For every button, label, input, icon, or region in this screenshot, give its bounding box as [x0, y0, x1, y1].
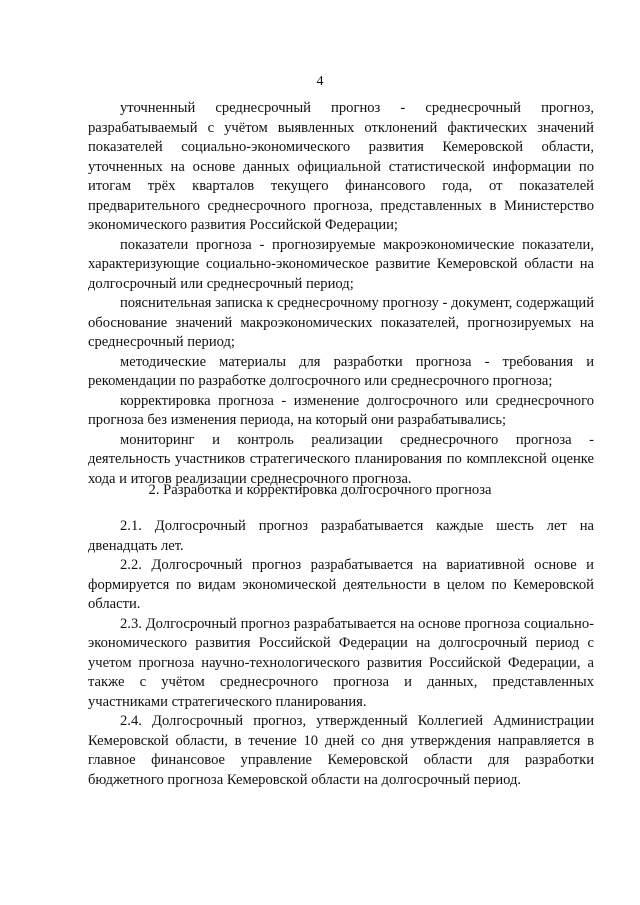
definition-paragraph: уточненный среднесрочный прогноз - среднесрочный прогноз, разрабатываемый с учётом выявленных отклонений фактических значений показателей социально-экономического развития Кемеровской области, уточненных на основе данных официальной статистической информации по итогам трёх кварталов текущего финансового года, от показателей предварительного среднесрочного прогноза, представленных в Министерство экономического развития Российской Федерации; [88, 100, 594, 233]
section-paragraph: 2.1. Долгосрочный прогноз разрабатывается каждые шесть лет на двенадцать лет. [88, 518, 594, 554]
definition-paragraph: показатели прогноза - прогнозируемые макроэкономические показатели, характеризующие социально-экономическое развитие Кемеровской области на долгосрочный или среднесрочный период; [88, 236, 594, 292]
section-paragraph: 2.4. Долгосрочный прогноз, утвержденный Коллегией Администрации Кемеровской области, в течение 10 дней со дня утверждения направляется в главное финансовое управление Кемеровской области для разработки бюджетного прогноза Кемеровской области на долгосрочный период. [88, 713, 594, 788]
section-paragraph: 2.3. Долгосрочный прогноз разрабатывается на основе прогноза социально-экономического развития Российской Федерации на долгосрочный период с учетом прогноза научно-технологического развития Российской Федерации, а также с учётом среднесрочного прогноза и данных, представленных участниками стратегического планирования. [88, 615, 594, 710]
definition-paragraph: мониторинг и контроль реализации среднесрочного прогноза - деятельность участников стратегического планирования по комплексной оценке хода и итогов реализации среднесрочного прогноза. [88, 431, 594, 487]
definition-paragraph: методические материалы для разработки прогноза - требования и рекомендации по разработке долгосрочного или среднесрочного прогноза; [88, 353, 594, 389]
section-paragraph: 2.2. Долгосрочный прогноз разрабатывается на вариативной основе и формируется по видам экономической деятельности в целом по Кемеровской области. [88, 557, 594, 612]
section-heading: 2. Разработка и корректировка долгосрочного прогноза [148, 482, 492, 498]
definition-paragraph: пояснительная записка к среднесрочному прогнозу - документ, содержащий обоснование значений макроэкономических показателей, прогнозируемых на среднесрочный период; [88, 295, 594, 350]
definitions-list [88, 99, 594, 489]
definition-paragraph: корректировка прогноза - изменение долгосрочного или среднесрочного прогноза без изменения периода, на который они разрабатывались; [88, 392, 594, 428]
page-number: 4 [316, 74, 324, 89]
section-body [88, 517, 594, 790]
